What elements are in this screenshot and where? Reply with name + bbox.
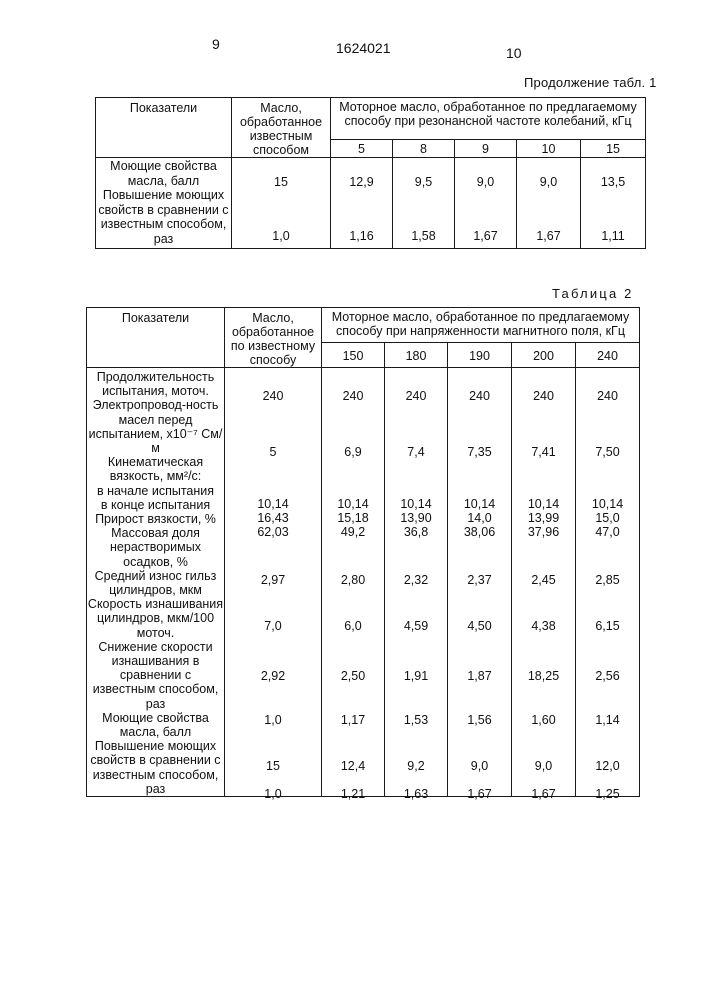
table1-value-cell (393, 158, 455, 249)
table2-value: 10,14 (400, 497, 432, 511)
table2-value: 1,87 (467, 669, 492, 683)
table1-value: 1,16 (349, 229, 374, 243)
table2-value: 1,14 (595, 713, 620, 727)
table1-freq-header: 10 (517, 139, 581, 157)
table1-value: 9,0 (476, 175, 495, 189)
table1-row-label: Моющие свойства масла, балл (110, 159, 217, 188)
table2-value: 2,56 (595, 669, 620, 683)
table2-value: 1,21 (340, 787, 366, 801)
table1-freq-header: 8 (393, 139, 455, 157)
table2-value: 38,06 (463, 525, 496, 539)
table2-value: 10,14 (527, 497, 560, 511)
table2-value: 14,0 (467, 511, 492, 525)
table2-value: 5 (269, 445, 277, 459)
table1-value: 1,58 (411, 229, 436, 243)
table2-value: 18,25 (527, 669, 560, 683)
table2-header-group: Моторное масло, обработанное по предлагаемому способу при напряженности магнитного поля, кГц (322, 308, 640, 343)
table2-header-indicator: Показатели (87, 308, 225, 368)
table2-value: 6,15 (595, 619, 620, 633)
table2-value: 1,53 (403, 713, 429, 727)
table2-value: 12,0 (595, 759, 620, 773)
table1-value: 1,67 (473, 229, 498, 243)
table2-row-label: Прирост вязкости, % (95, 512, 216, 527)
table2-row-label: Скорость изнашивания цилиндров, мкм/100 моточ. (87, 597, 224, 640)
table2-value: 6,0 (344, 619, 362, 633)
table2-value: 9,2 (407, 759, 425, 773)
table2-value: 2,92 (260, 669, 286, 683)
table2-row-label: Массовая доля нерастворимых осадков, % (110, 526, 201, 569)
table2-value: 1,67 (467, 787, 492, 801)
table1 (95, 97, 646, 249)
table2-value-column (576, 368, 640, 801)
table1-value: 15 (274, 175, 288, 189)
table2-row-label: Электропровод-ность масел перед испытанием, х10⁻⁷ См/м (88, 398, 223, 456)
table2-value: 2,97 (260, 573, 286, 587)
table2-value: 10,14 (463, 497, 496, 511)
table2-value: 10,14 (591, 497, 624, 511)
table2-value: 1,17 (340, 713, 366, 727)
table2-value: 7,41 (531, 445, 556, 459)
table2-field-header: 150 (322, 343, 385, 368)
table1-value: 13,5 (600, 175, 626, 189)
table2-value: 15 (266, 759, 280, 773)
table2-value: 9,0 (470, 759, 489, 773)
table1-value: 1,11 (601, 229, 625, 243)
table2-row-label: в конце испытания (100, 497, 211, 512)
table1-value-cell (581, 158, 646, 249)
table1-freq-header: 5 (331, 139, 393, 157)
table1-value: 9,5 (414, 175, 433, 189)
table2-value: 240 (469, 389, 490, 403)
table2-row-label: Повышение моющих свойств в сравнении с известным способом, раз (90, 739, 221, 796)
table2-value: 15,18 (337, 511, 369, 525)
table2-row-label: в начале испытания (96, 483, 215, 498)
table2-value: 15,0 (595, 511, 620, 525)
table2-value: 4,50 (467, 619, 492, 633)
table1-caption: Продолжение табл. 1 (524, 75, 657, 90)
table2-value-column (512, 368, 576, 801)
table2-row-label: Средний износ гильз цилиндров, мкм (94, 568, 217, 598)
table2-value: 1,67 (531, 787, 556, 801)
table2-value: 2,32 (403, 573, 429, 587)
table2-value: 1,63 (403, 787, 429, 801)
table2-value: 49,2 (340, 525, 366, 539)
table2-value: 36,8 (403, 525, 429, 539)
table2-caption: Таблица 2 (552, 286, 634, 301)
table2-value: 240 (405, 389, 427, 403)
table2-value: 240 (533, 389, 554, 403)
table2-value-column (385, 368, 448, 801)
table2-row-label: Моющие свойства масла, балл (102, 710, 209, 740)
table2-value: 47,0 (595, 525, 620, 539)
table2-value: 9,0 (534, 759, 553, 773)
table2-value: 37,96 (527, 525, 560, 539)
table1-header-known: Масло, обработанное известным способом (232, 98, 331, 158)
table2-value: 240 (597, 389, 618, 403)
table2-value: 13,99 (527, 511, 560, 525)
table2-value-column (448, 368, 512, 801)
table2-value: 240 (262, 389, 284, 403)
table1-value: 12,9 (349, 175, 374, 189)
table2-field-header: 240 (576, 343, 640, 368)
table1-row-label: Повышение моющих свойств в сравнении с известным способом, раз (98, 188, 229, 246)
table2-field-header: 190 (448, 343, 512, 368)
table1-freq-header: 15 (581, 139, 646, 157)
table2-value: 2,37 (467, 573, 492, 587)
table2-row-label: Снижение скорости изнашивания в сравнении с известным способом, раз (92, 639, 219, 711)
table2-value-column (322, 368, 385, 801)
table2-value: 12,4 (340, 759, 366, 773)
table2-field-header: 180 (385, 343, 448, 368)
table2-value: 2,80 (340, 573, 366, 587)
table1-freq-header: 9 (455, 139, 517, 157)
table2-value: 240 (342, 389, 364, 403)
table1-value-cell (331, 158, 393, 249)
left-page-number: 9 (212, 36, 220, 52)
table2-value: 7,4 (407, 445, 425, 459)
table2-value: 1,0 (264, 787, 282, 801)
table2-known-column (225, 368, 322, 801)
table1-value: 9,0 (539, 175, 558, 189)
table2-value: 13,90 (400, 511, 432, 525)
table2-labels-cell (87, 368, 225, 797)
right-page-number: 10 (506, 45, 522, 61)
table1-value-cell (517, 158, 581, 249)
patent-number: 1624021 (336, 40, 391, 56)
table2-row-label: Кинематическая вязкость, мм²/с: (107, 455, 204, 484)
table2-value: 4,59 (403, 619, 429, 633)
table2-value: 2,45 (531, 573, 556, 587)
table2-value: 1,60 (531, 713, 556, 727)
table2-header-known: Масло, обработанное по известному способу (225, 308, 322, 368)
table2-value: 6,9 (344, 445, 362, 459)
table2-value: 10,14 (257, 497, 289, 511)
table2-value: 62,03 (257, 525, 289, 539)
table2-value: 1,0 (264, 713, 282, 727)
table2-value: 2,85 (595, 573, 620, 587)
table2-field-header: 200 (512, 343, 576, 368)
table2-value: 1,25 (595, 787, 620, 801)
table1-value: 1,67 (536, 229, 561, 243)
table1-labels-cell (96, 158, 232, 249)
table1-value-cell (455, 158, 517, 249)
table2-value: 7,0 (264, 619, 282, 633)
table1-value: 1,0 (272, 229, 290, 243)
table2-value: 2,50 (340, 669, 366, 683)
table2-value: 7,50 (595, 445, 620, 459)
table2-value: 4,38 (531, 619, 556, 633)
table2-value: 10,14 (337, 497, 369, 511)
table2 (86, 307, 640, 801)
table2-value: 1,56 (467, 713, 492, 727)
table2-value: 16,43 (257, 511, 289, 525)
table1-known-cell (232, 158, 331, 249)
table1-header-group: Моторное масло, обработанное по предлагаемому способу при резонансной частоте колебаний, кГц (331, 98, 646, 140)
table2-value: 7,35 (467, 445, 492, 459)
table1-header-indicator: Показатели (96, 98, 232, 158)
table2-row-label: Продолжительность испытания, моточ. (96, 370, 215, 399)
table2-value: 1,91 (403, 669, 429, 683)
